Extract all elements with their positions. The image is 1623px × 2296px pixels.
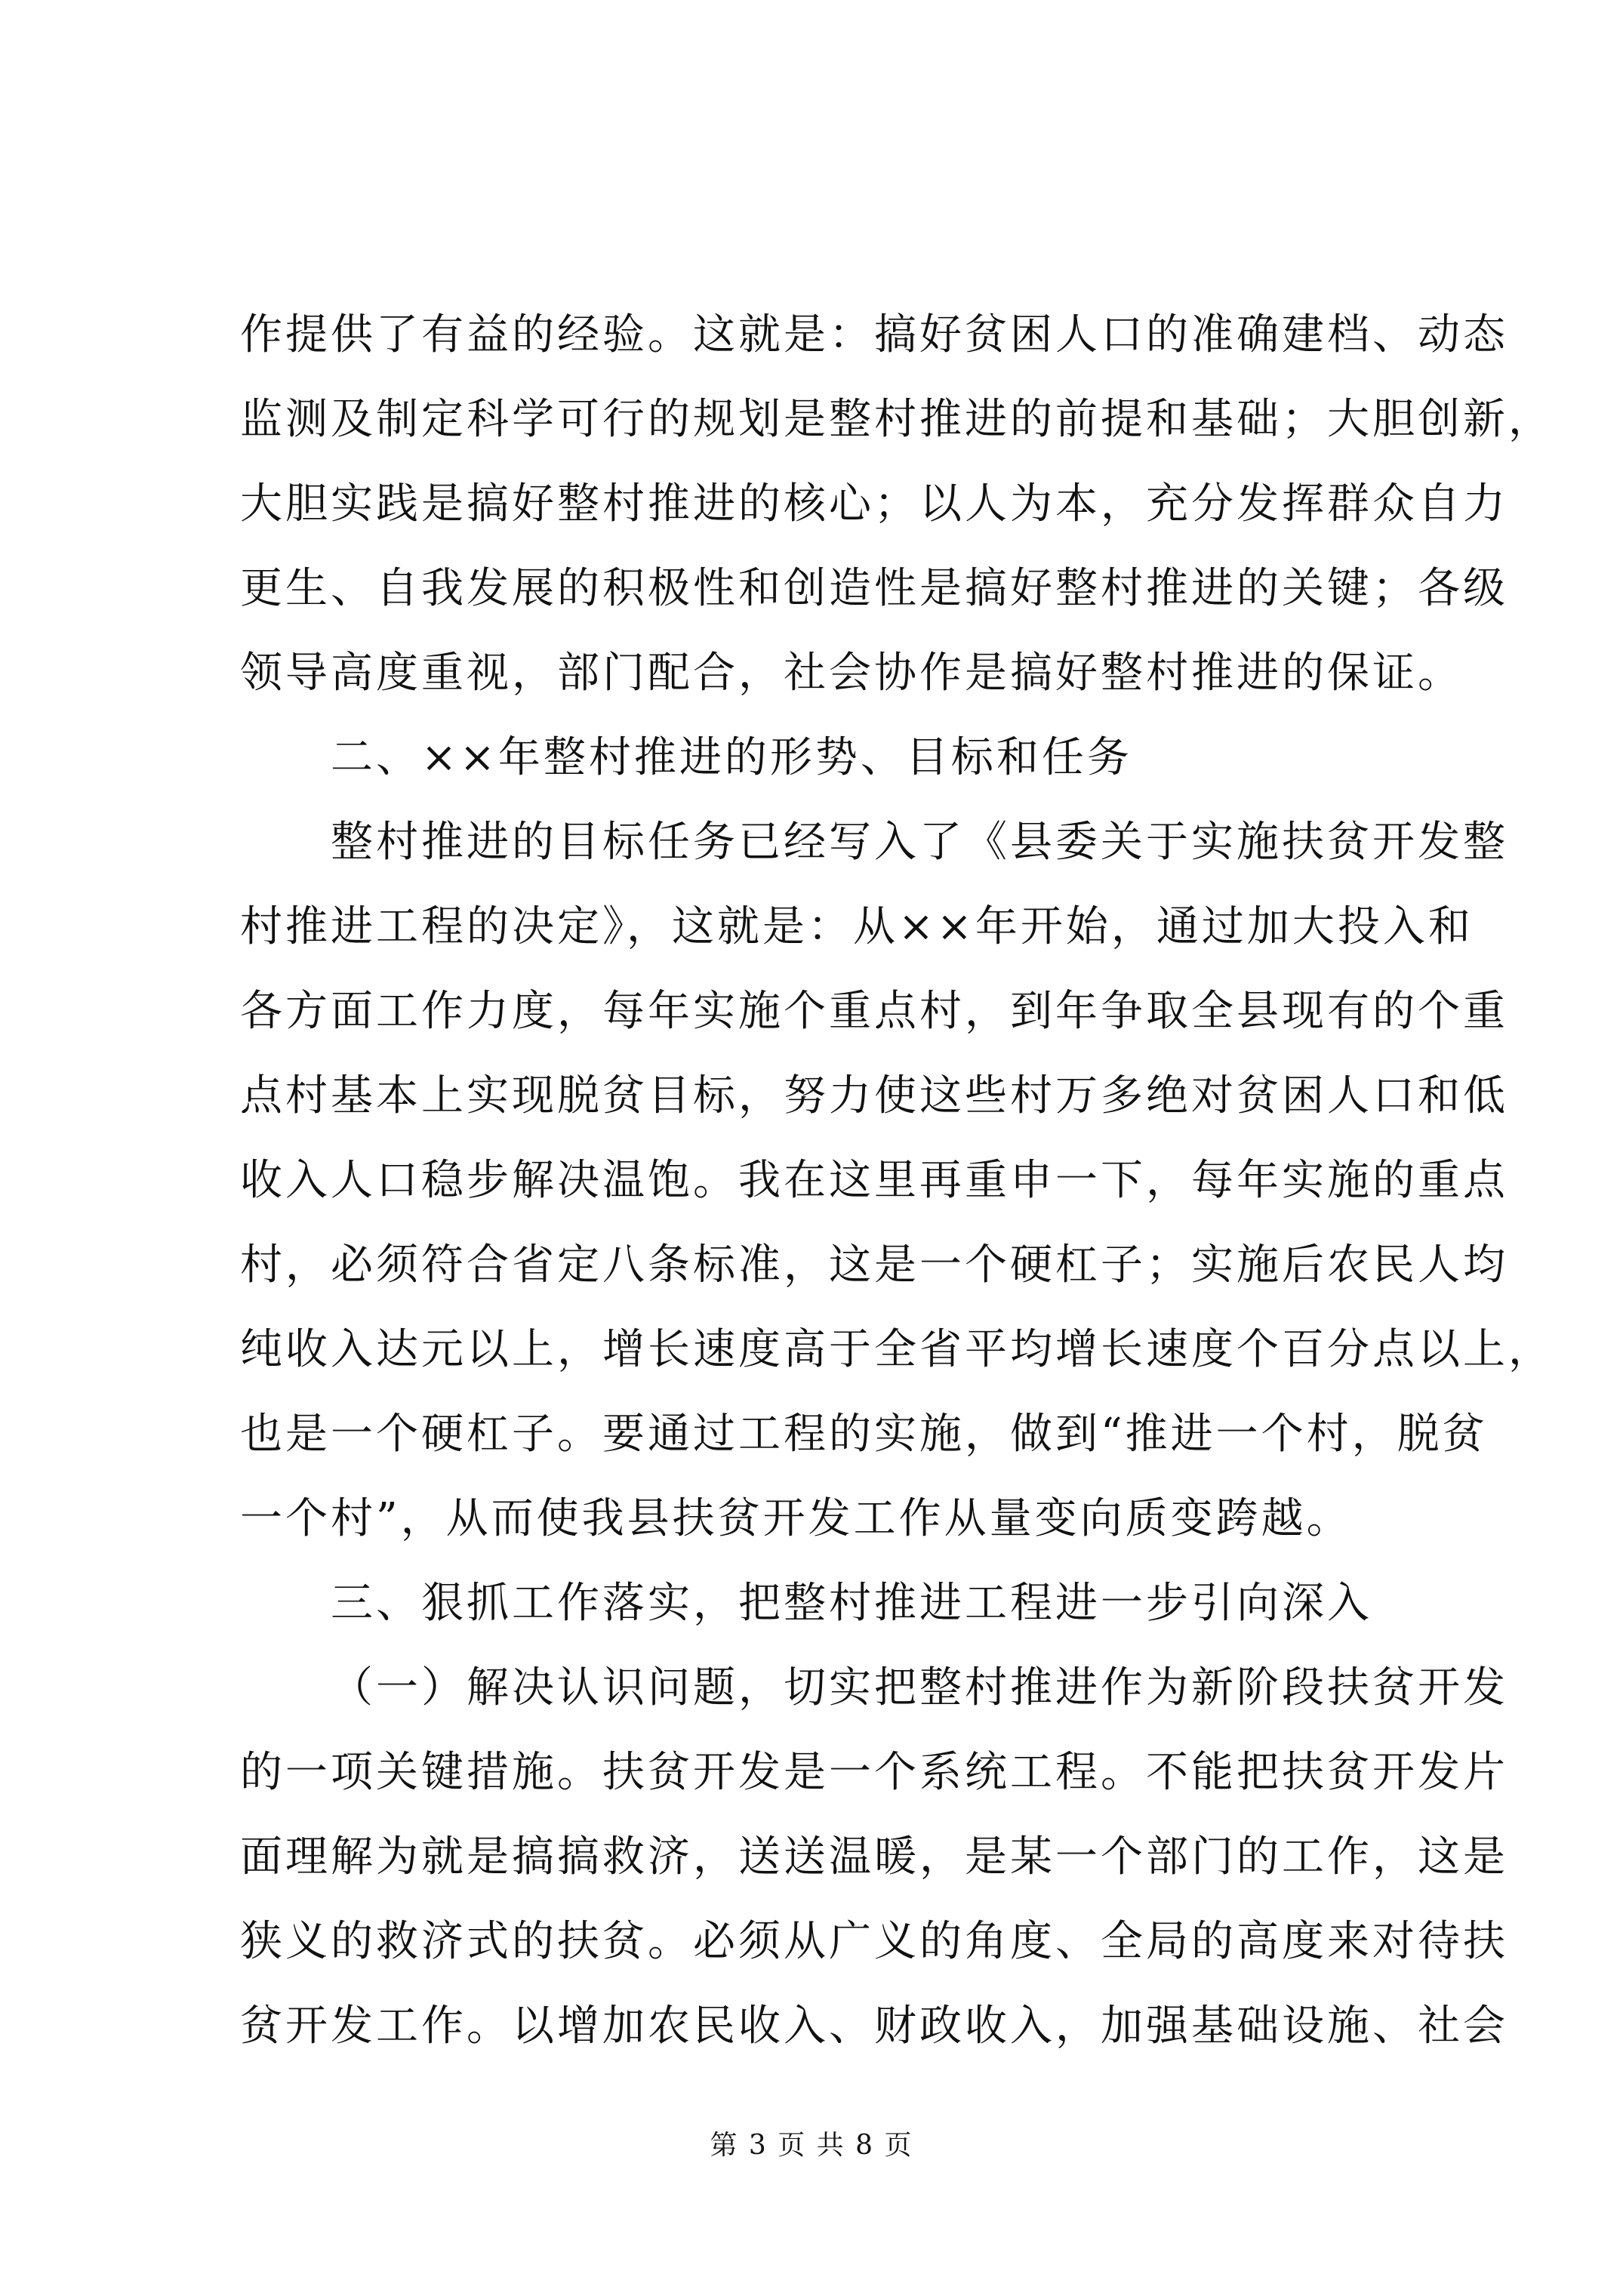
page-number-footer: 第 3 页 共 8 页: [710, 2130, 913, 2161]
text-line: 点村基本上实现脱贫目标，努力使这些村万多绝对贫困人口和低: [240, 1071, 1508, 1120]
paragraph-targets: [240, 800, 1554, 1561]
paragraph-awareness: [240, 1646, 1508, 2069]
text-line: 监测及制定科学可行的规划是整村推进的前提和基础；大胆创新，: [240, 395, 1554, 444]
text-line: 村推进工程的决定》，这就是：从××年开始，通过加大投入和: [240, 902, 1474, 951]
text-line: 村，必须符合省定八条标准，这是一个硬杠子；实施后农民人均: [240, 1240, 1508, 1290]
text-line: （一）解决认识问题，切实把整村推进作为新阶段扶贫开发: [331, 1663, 1508, 1712]
text-line: 收入人口稳步解决温饱。我在这里再重申一下，每年实施的重点: [240, 1156, 1508, 1205]
text-line: 贫开发工作。以增加农民收入、财政收入，加强基础设施、社会: [240, 2002, 1508, 2051]
text-line: 一个村”，从而使我县扶贫开发工作从量变向质变跨越。: [240, 1494, 1352, 1543]
text-line: 纯收入达元以上，增长速度高于全省平均增长速度个百分点以上，: [240, 1325, 1554, 1374]
text-line: 各方面工作力度，每年实施个重点村，到年争取全县现有的个重: [240, 987, 1508, 1036]
text-line: 领导高度重视，部门配合，社会协作是搞好整村推进的保证。: [240, 649, 1463, 698]
section-heading-3: [240, 1561, 1418, 1646]
text-line: 狭义的救济式的扶贫。必须从广义的角度、全局的高度来对待扶: [240, 1917, 1508, 1966]
section-heading-2: [240, 716, 1418, 800]
paragraph-experience: [240, 293, 1554, 716]
text-line: 作提供了有益的经验。这就是：搞好贫困人口的准确建档、动态: [240, 310, 1508, 359]
text-line: 的一项关键措施。扶贫开发是一个系统工程。不能把扶贫开发片: [240, 1748, 1508, 1797]
heading-line: 三、狠抓工作落实，把整村推进工程进一步引向深入: [331, 1579, 1372, 1628]
text-line: 整村推进的目标任务已经写入了《县委关于实施扶贫开发整: [331, 818, 1508, 867]
text-line: 更生、自我发展的积极性和创造性是搞好整村推进的关键；各级: [240, 564, 1508, 613]
document-body: [240, 293, 1554, 2069]
text-line: 大胆实践是搞好整村推进的核心；以人为本，充分发挥群众自力: [240, 479, 1508, 529]
text-line: 也是一个硬杠子。要通过工程的实施，做到“推进一个村，脱贫: [240, 1410, 1488, 1459]
heading-line: 二、××年整村推进的形势、目标和任务: [331, 733, 1132, 782]
text-line: 面理解为就是搞搞救济，送送温暖，是某一个部门的工作，这是: [240, 1832, 1508, 1881]
